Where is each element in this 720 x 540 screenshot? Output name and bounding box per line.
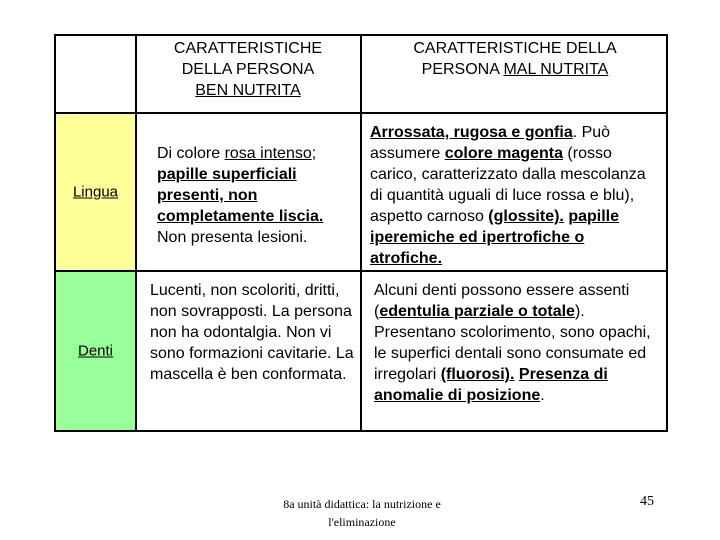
header-mal-line2 <box>364 59 666 80</box>
lingua-ben-p2: rosa intenso <box>224 145 312 162</box>
lingua-mal-p3: colore magenta <box>444 145 563 162</box>
header-ben-line2: DELLA PERSONA <box>181 61 315 78</box>
denti-mal-p7: . <box>540 387 545 404</box>
table-corner-cell <box>56 36 135 112</box>
lingua-ben-p4: papille superficiali presenti, non completamente liscia. <box>157 166 324 225</box>
row-label-denti-text: Denti <box>77 342 114 360</box>
header-mal-nutrita <box>364 38 666 80</box>
page-number: 45 <box>640 494 654 509</box>
lingua-mal-p2: . Può assumere <box>370 124 611 162</box>
row-label-denti <box>56 272 135 430</box>
table-divider-row1 <box>54 112 668 114</box>
row-label-lingua-text: Lingua <box>72 183 119 201</box>
lingua-ben-p1: Di colore <box>157 145 225 162</box>
row-label-lingua <box>56 114 135 270</box>
header-mal-line2b: MAL NUTRITA <box>503 61 609 78</box>
lingua-mal-p4: (rosso carico, caratterizzato dalla mescolanza di quantità uguali di luce rossa e blu), aspetto carnoso <box>370 145 646 225</box>
lingua-ben-p5: Non presenta lesioni. <box>157 229 308 246</box>
lingua-mal-p7: papille iperemiche ed ipertrofiche o atrofiche. <box>370 208 619 267</box>
header-ben-line3: BEN NUTRITA <box>195 82 301 99</box>
table-divider-row2 <box>54 270 668 272</box>
denti-mal-p1: Alcuni denti possono essere assenti ( <box>374 282 630 320</box>
lingua-mal-p1: Arrossata, rugosa e gonfia <box>370 124 573 141</box>
denti-mal-p4: (fluorosi). <box>440 366 515 383</box>
cell-denti-ben: Lucenti, non scoloriti, dritti, non sovrapposti. La persona non ha odontalgia. Non vi sono formazioni cavitarie. La mascella è ben conformata. <box>150 282 354 383</box>
header-ben-nutrita <box>140 38 356 101</box>
footer-caption: 8a unità didattica: la nutrizione e l'eliminazione <box>283 497 441 529</box>
lingua-ben-p3: ; <box>311 145 317 162</box>
denti-mal-p2: edentulia parziale o totale <box>379 303 575 320</box>
denti-mal-p3: ). Presentano scolorimento, sono opachi, le superfici dentali sono consumate ed irregolari <box>374 303 651 383</box>
table-divider-col2 <box>360 34 362 432</box>
cell-denti-mal <box>374 280 664 406</box>
header-mal-line1: CARATTERISTICHE DELLA <box>413 40 617 57</box>
cell-lingua-mal <box>370 122 660 269</box>
denti-mal-p6: Presenza di anomalie di posizione <box>374 366 608 404</box>
header-mal-line2a: PERSONA <box>421 61 504 78</box>
header-ben-line1: CARATTERISTICHE <box>173 40 323 57</box>
lingua-mal-p5: (glossite). <box>488 208 564 225</box>
table-divider-col1 <box>135 34 137 432</box>
cell-lingua-ben <box>157 143 357 248</box>
